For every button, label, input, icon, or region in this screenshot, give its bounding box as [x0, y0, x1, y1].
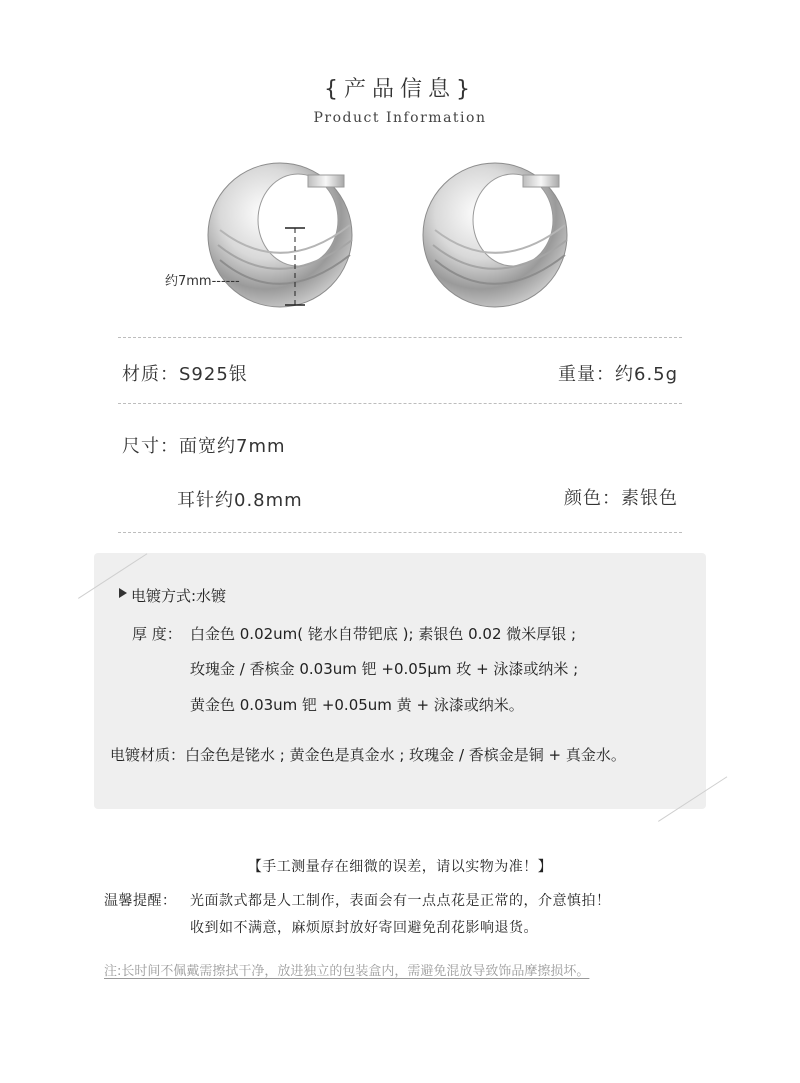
plating-material: 电镀材质：白金色是铑水 ; 黄金色是真金水 ; 玫瑰金 / 香槟金是铜 + 真金水。 — [110, 746, 626, 764]
spec-weight: 重量：约6.5g — [558, 364, 679, 385]
tip-line-1: 光面款式都是人工制作，表面会有一点点花是正常的，介意慎拍！ — [190, 893, 611, 909]
page-subtitle: Product Information — [313, 110, 487, 126]
page-title: {产品信息} — [324, 77, 476, 102]
spec-material: 材质：S925银 — [122, 364, 248, 385]
spec-size: 尺寸：面宽约7mm — [122, 436, 286, 457]
product-image — [190, 150, 610, 320]
thickness-line-1: 白金色 0.02um( 铑水自带钯底 ); 素银色 0.02 微米厚银 ; — [190, 625, 577, 643]
spec-pin: 耳针约0.8mm — [177, 490, 303, 511]
tip-line-2: 收到如不满意，麻烦原封放好寄回避免刮花影响退货。 — [190, 920, 538, 936]
divider — [118, 337, 682, 338]
care-warning: 注:长时间不佩戴需擦拭干净，放进独立的包装盒内，需避免混放导致饰品摩擦损坏。 — [104, 964, 590, 979]
divider — [118, 403, 682, 404]
earring-right — [423, 163, 567, 307]
thickness-label: 厚 度： — [132, 625, 182, 643]
thickness-line-3: 黄金色 0.03um 钯 +0.05um 黄 + 泳漆或纳米。 — [190, 696, 524, 714]
spec-color: 颜色：素银色 — [564, 488, 678, 509]
plating-method: 电镀方式:水镀 — [131, 587, 227, 605]
tip-label: 温馨提醒： — [104, 893, 177, 909]
divider — [118, 532, 682, 533]
triangle-bullet-icon — [119, 588, 127, 598]
dimension-label: 约7mm------ — [165, 274, 240, 289]
thickness-line-2: 玫瑰金 / 香槟金 0.03um 钯 +0.05μm 玫 + 泳漆或纳米 ; — [190, 660, 579, 678]
measure-notice: 【手工测量存在细微的误差，请以实物为准！】 — [247, 859, 553, 875]
